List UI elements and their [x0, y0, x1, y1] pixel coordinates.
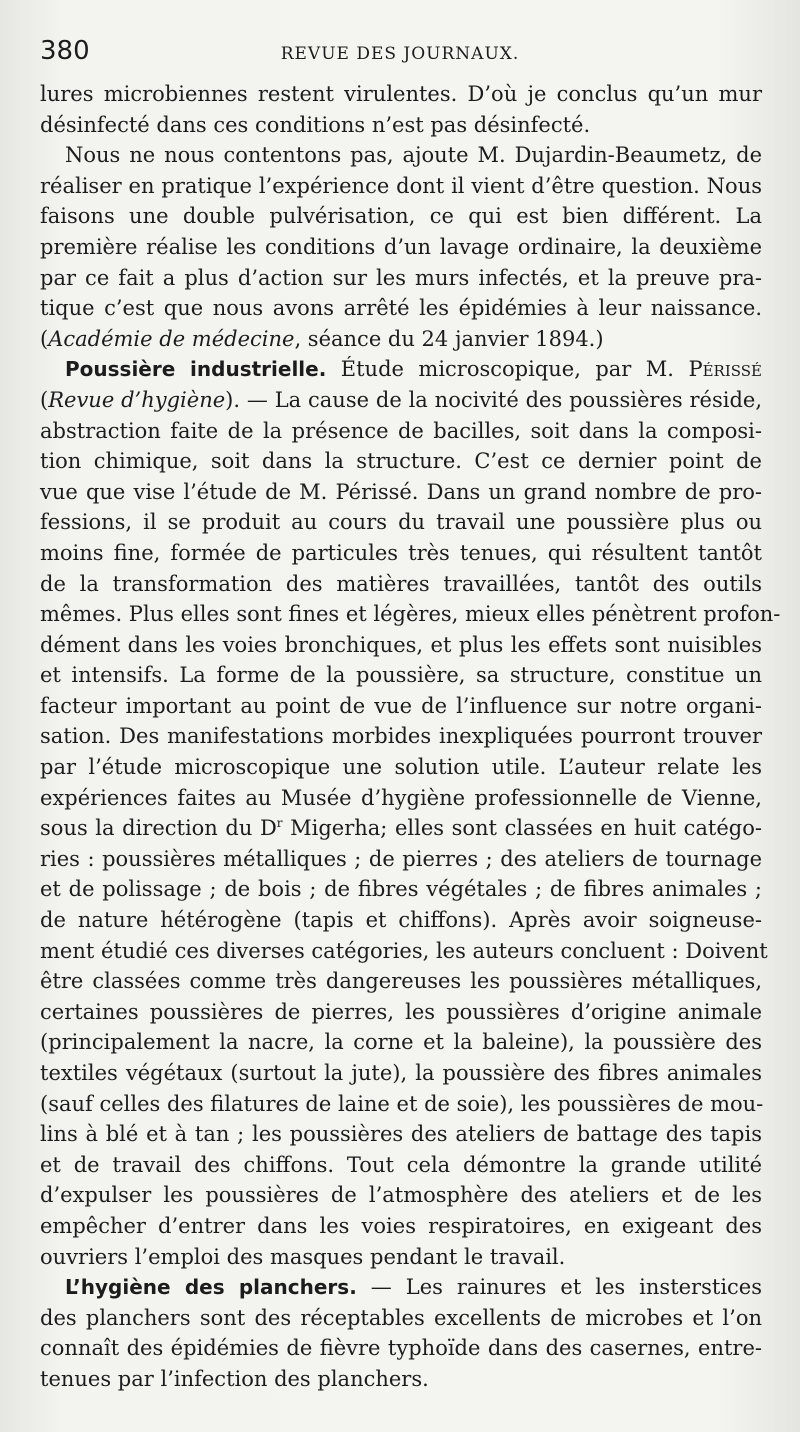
- page-number: 380: [40, 36, 90, 66]
- text-line: empêcher d’entrer dans les voies respiratoires, en exigeant des: [40, 1213, 762, 1238]
- text-line: (sauf celles des filatures de laine et de soie), les poussières de mou-: [40, 1091, 764, 1116]
- text-line: être classées comme très dangereuses les poussières métalliques,: [40, 969, 762, 994]
- text-line: tique c’est que nous avons arrêté les épidémies à leur naissance.: [40, 296, 762, 321]
- text-line: faisons une double pulvérisation, ce qui est bien différent. La: [40, 204, 762, 229]
- article-body: [40, 79, 781, 1395]
- text-line: des planchers sont des réceptables excellents de microbes et l’on: [40, 1305, 762, 1330]
- text-line: ment étudié ces diverses catégories, les auteurs concluent : Doivent: [40, 938, 768, 963]
- citation-source: Académie de médecine: [48, 326, 295, 351]
- text-line: sous la direction du $D^r$ Migerha; elles sont classées en huit catégo-: [40, 816, 762, 841]
- section-heading-line: Poussière industrielle. Étude microscopique, par M. Périssé: [65, 357, 762, 382]
- superscript: r: [276, 816, 283, 831]
- text-line: ouvriers l’emploi des masques pendant le travail.: [40, 1244, 566, 1269]
- text-line: facteur important au point de vue de l’influence sur notre organi-: [40, 693, 762, 718]
- text-line: (Académie de médecine, séance du 24 janvier 1894.): [40, 326, 604, 351]
- section-heading: Poussière industrielle.: [65, 357, 327, 382]
- text-line: de la transformation des matières travaillées, tantôt des outils: [40, 571, 762, 596]
- text-line: sation. Des manifestations morbides inexpliquées pourront trouver: [40, 724, 762, 749]
- text-line: fessions, il se produit au cours du travail une poussière plus ou: [40, 510, 762, 535]
- text-line: abstraction faite de la présence de bacilles, soit dans la composi-: [40, 418, 762, 443]
- text-line: première réalise les conditions d’un lavage ordinaire, la deuxième: [40, 234, 762, 259]
- text-line: réaliser en pratique l’expérience dont il vient d’être question. Nous: [40, 173, 762, 198]
- text-line: d’expulser les poussières de l’atmosphère des ateliers et de les: [40, 1183, 762, 1208]
- text-line: moins fine, formée de particules très tenues, qui résultent tantôt: [40, 540, 762, 565]
- journal-title: Revue d’hygiène: [48, 387, 226, 412]
- text-line: textiles végétaux (surtout la jute), la poussière des fibres animales: [40, 1061, 762, 1085]
- text-line: et de polissage ; de bois ; de fibres végétales ; de fibres animales ;: [40, 877, 762, 902]
- text-line: par ce fait a plus d’action sur les murs infectés, et la preuve pra-: [40, 265, 762, 290]
- section-heading-line: L’hygiène des planchers. — Les rainures et les insterstices: [65, 1275, 762, 1300]
- text-line: mêmes. Plus elles sont fines et légères, mieux elles pénètrent profon-: [40, 602, 781, 627]
- text-line: vue que vise l’étude de M. Périssé. Dans un grand nombre de pro-: [40, 479, 762, 504]
- running-head: REVUE DES JOURNAUX.: [280, 44, 520, 64]
- section-heading: L’hygiène des planchers.: [65, 1275, 357, 1300]
- text-line: Nous ne nous contentons pas, ajoute M. Dujardin-Beaumetz, de: [65, 143, 762, 168]
- text-line: expériences faites au Musée d’hygiène professionnelle de Vienne,: [40, 785, 762, 810]
- text-line: tenues par l’infection des planchers.: [40, 1366, 429, 1391]
- text-line: lures microbiennes restent virulentes. D’où je conclus qu’un mur: [40, 82, 762, 106]
- text-line: désinfecté dans ces conditions n’est pas désinfecté.: [40, 112, 591, 137]
- page-header: [40, 36, 760, 76]
- text-line: lins à blé et à tan ; les poussières des ateliers de battage des tapis: [40, 1122, 762, 1147]
- text-line: tion chimique, soit dans la structure. C’est ce dernier point de: [40, 449, 762, 474]
- author-name: Périssé: [688, 357, 762, 382]
- text-line: certaines poussières de pierres, les poussières d’origine animale: [40, 999, 762, 1024]
- text-line: par l’étude microscopique une solution utile. L’auteur relate les: [40, 755, 762, 780]
- text-line: connaît des épidémies de fièvre typhoïde dans des casernes, entre-: [40, 1336, 762, 1361]
- text-line: (principalement la nacre, la corne et la baleine), la poussière des: [40, 1030, 762, 1055]
- text-line: dément dans les voies bronchiques, et plus les effets sont nuisibles: [40, 632, 762, 657]
- text-line: et de travail des chiffons. Tout cela démontre la grande utilité: [40, 1152, 762, 1177]
- text-line: de nature hétérogène (tapis et chiffons). Après avoir soigneuse-: [40, 908, 762, 933]
- text-line: et intensifs. La forme de la poussière, sa structure, constitue un: [40, 663, 762, 688]
- text-line: ries : poussières métalliques ; de pierres ; des ateliers de tournage: [40, 846, 762, 871]
- text-line: (Revue d’hygiène). — La cause de la nocivité des poussières réside,: [40, 387, 763, 412]
